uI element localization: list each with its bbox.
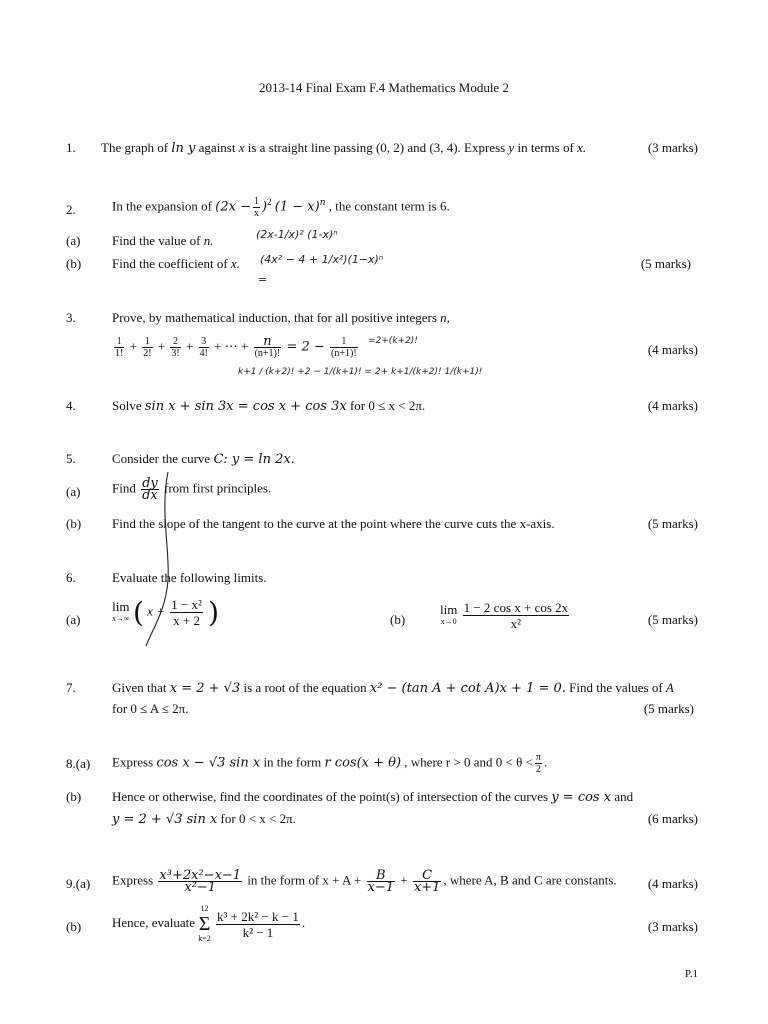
q2-handwritten-note-2: (4x² − 4 + 1/x²)(1−x)ⁿ [260, 253, 384, 266]
q2a-text: Find the value of n. [112, 233, 214, 248]
q5-marks: (5 marks) [647, 516, 698, 531]
q5b-text: Find the slope of the tangent to the curve at the point where the curve cuts the x-axis. [112, 516, 555, 531]
q7-text: Given that x = 2 + √3 is a root of the equation x² − (tan A + cot A)x + 1 = 0. Find the values of A [112, 680, 674, 696]
q8a-text: Express cos x − √3 sin x in the form r cos(x + θ) , where r > 0 and 0 < θ < $\frac{\pi}{2}$ . [112, 752, 548, 775]
q8a-number: 8.(a) [66, 756, 91, 771]
page-title: 2013-14 Final Exam F.4 Mathematics Module 2 [259, 80, 509, 95]
q9a-text: Express $\frac{\text{x³+2x²−x−1}}{\text{x²−1}}$ in the form of x + A + $\frac{B}{x-1}$ + $\frac{C}{x+1}$ , where A, B and C are constants. [112, 868, 617, 895]
q2a-label: (a) [66, 233, 81, 248]
handwritten-stroke [140, 470, 180, 650]
q3-series: $\frac{1}{1!}$ + $\frac{1}{2!}$ + $\frac{2}{3!}$ + $\frac{3}{4!}$ + ⋯ + $\frac{n}{(n+1)!}$ = 2 − $\frac{1}{(n+1)!}$ [115, 334, 357, 359]
q2-text: In the expansion of (2x − $\frac{1}{x}$ )$^2$ $(1 - x)^n$ , the constant term is 6. [112, 196, 450, 219]
q8b-text: Hence or otherwise, find the coordinates of the point(s) of intersection of the curves y = cos x and [112, 789, 634, 805]
q5a-text: Find $\frac{dy}{dx}$ from first principles. [112, 476, 272, 503]
q6a-expression: lim x→∞ ( x + $\frac{\text{1 − x²}}{x + 2}$ ) [112, 596, 220, 629]
q9b-label: (b) [66, 919, 82, 934]
q3-number: 3. [66, 310, 76, 325]
q2b-text: Find the coefficient of x. [112, 256, 240, 271]
q2-handwritten-note-1: (2x-1/x)² (1-x)ⁿ [256, 228, 338, 241]
q6-marks: (5 marks) [647, 612, 698, 627]
q9b-marks: (3 marks) [647, 919, 698, 934]
q2b-label: (b) [66, 256, 82, 271]
q8b-text-line2: y = 2 + √3 sin x for 0 < x < 2π. [112, 811, 296, 827]
q4-number: 4. [66, 398, 76, 413]
q6-text: Evaluate the following limits. [112, 570, 267, 585]
q4-text: Solve sin x + sin 3x = cos x + cos 3x for 0 ≤ x < 2π. [112, 398, 426, 414]
q5-text: Consider the curve C: y = ln 2x. [112, 451, 295, 467]
q4-marks: (4 marks) [647, 398, 698, 413]
q2-marks: (5 marks) [640, 256, 691, 271]
q2-handwritten-note-3: = [258, 273, 268, 286]
q3-marks: (4 marks) [647, 342, 698, 357]
q5b-label: (b) [66, 516, 82, 531]
q5-number: 5. [66, 451, 76, 466]
page-number: P.1 [684, 968, 698, 980]
q9a-number: 9.(a) [66, 876, 91, 891]
q8-marks: (6 marks) [647, 811, 698, 826]
q7-text-line2: for 0 ≤ A ≤ 2π. [112, 701, 189, 716]
q2-number: 2. [66, 202, 76, 217]
q9b-text: Hence, evaluate 12 Σ k=2 $\frac{\text{k³ + 2k² − k − 1}}{\text{k² − 1}}$ . [112, 904, 306, 943]
q9a-marks: (4 marks) [647, 876, 698, 891]
q1-marks: (3 marks) [647, 140, 698, 155]
q3-handwritten-note-2: k+1 / (k+2)! +2 − 1/(k+1)! = 2+ k+1/(k+2)! 1/(k+1)! [238, 367, 483, 377]
q1-number: 1. [66, 140, 76, 155]
q6b-expression: lim x→0 $\frac{\text{1 − 2 cos x + cos 2x}}{\text{x²}}$ [440, 600, 569, 631]
q3-text: Prove, by mathematical induction, that for all positive integers n, [112, 310, 450, 325]
q1-text: The graph of ln y against x is a straight line passing (0, 2) and (3, 4). Express y in terms of x. [101, 140, 587, 156]
q8b-label: (b) [66, 789, 82, 804]
q6a-label: (a) [66, 612, 81, 627]
q6-number: 6. [66, 570, 76, 585]
q7-marks: (5 marks) [643, 701, 694, 716]
q6b-label: (b) [390, 612, 406, 627]
q3-handwritten-note-1: =2+(k+2)! [368, 336, 418, 346]
q7-number: 7. [66, 680, 76, 695]
q5a-label: (a) [66, 484, 81, 499]
